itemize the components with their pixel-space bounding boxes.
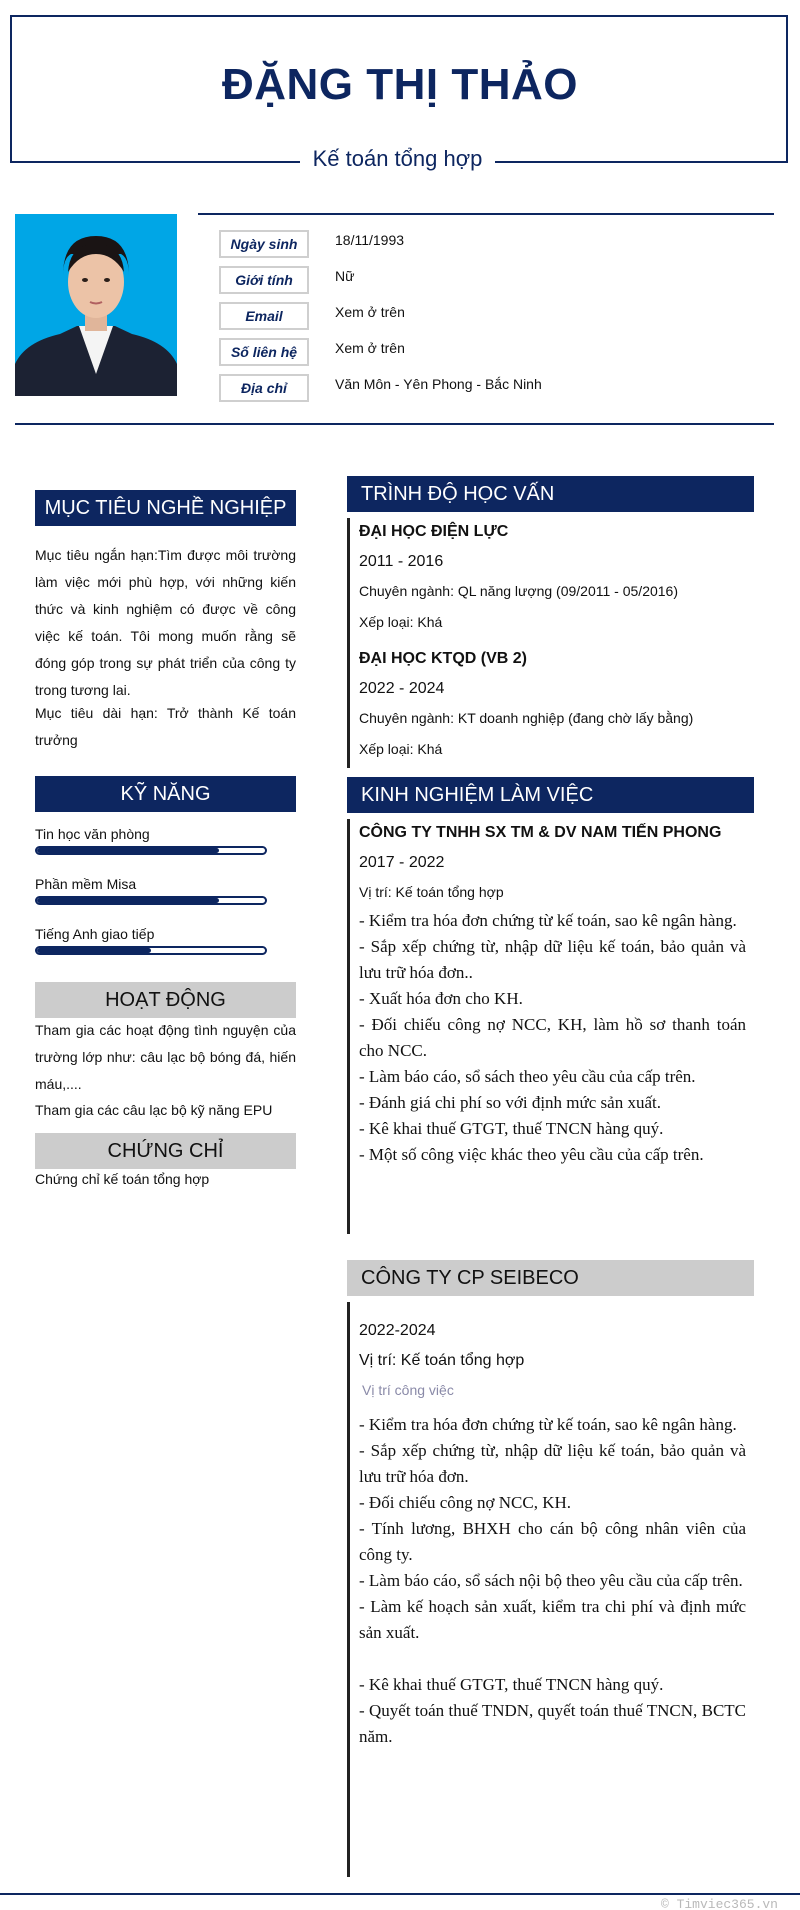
duty-item: - Kiểm tra hóa đơn chứng từ kế toán, sao kê ngân hàng. <box>359 1415 737 1434</box>
activity-item: Tham gia các hoạt động tình nguyện của trường lớp như: câu lạc bộ bóng đá, hiến máu,.... <box>35 1022 296 1092</box>
info-label: Giới tính <box>219 266 309 294</box>
duty-item: - Đối chiếu công nợ NCC, KH. <box>359 1493 572 1512</box>
info-label: Ngày sinh <box>219 230 309 258</box>
education-grade: Xếp loại: Khá <box>359 741 443 757</box>
skill-item <box>35 926 267 955</box>
duty-item: - Đánh giá chi phí so với định mức sản xuất. <box>359 1093 661 1112</box>
job-duties <box>359 1412 746 1750</box>
duty-item: - Kê khai thuế GTGT, thuế TNCN hàng quý. <box>359 1675 664 1694</box>
activities-heading: HOẠT ĐỘNG <box>35 982 296 1018</box>
duty-item: - Kiểm tra hóa đơn chứng từ kế toán, sao kê ngân hàng. <box>359 911 737 930</box>
skill-bar-fill <box>37 848 219 853</box>
experience-timeline-line <box>347 819 350 1234</box>
duty-item: - Làm kế hoạch sản xuất, kiểm tra chi phí và định mức sản xuất. <box>359 1597 746 1642</box>
education-major: Chuyên ngành: QL năng lượng (09/2011 - 05/2016) <box>359 583 678 599</box>
duty-item: - Quyết toán thuế TNDN, quyết toán thuế TNCN, BCTC năm. <box>359 1701 746 1746</box>
certificates-heading: CHỨNG CHỈ <box>35 1133 296 1169</box>
skill-item <box>35 826 267 855</box>
education-years: 2011 - 2016 <box>359 553 444 570</box>
skill-bar <box>35 896 267 905</box>
portrait-photo-icon <box>15 214 177 396</box>
info-row-address <box>219 374 779 404</box>
duty-item: - Xuất hóa đơn cho KH. <box>359 989 523 1008</box>
duty-item: - Sắp xếp chứng từ, nhập dữ liệu kế toán, bảo quản và lưu trữ hóa đơn. <box>359 1441 746 1486</box>
experience-heading: KINH NGHIỆM LÀM VIỆC <box>347 777 754 813</box>
skill-bar <box>35 946 267 955</box>
job2-timeline-line <box>347 1302 350 1877</box>
job-entry <box>359 1322 746 1750</box>
skill-bar-fill <box>37 898 219 903</box>
header-frame-bottom-left <box>10 161 300 163</box>
education-years: 2022 - 2024 <box>359 680 445 697</box>
position-placeholder: Vị trí công việc <box>362 1382 454 1398</box>
header-frame-bottom-right <box>495 161 788 163</box>
info-row-birthdate <box>219 230 779 260</box>
info-value: Xem ở trên <box>335 340 405 356</box>
education-grade: Xếp loại: Khá <box>359 614 443 630</box>
skills-heading: KỸ NĂNG <box>35 776 296 812</box>
info-divider-bottom <box>15 423 774 425</box>
job-position: Vị trí: Kế toán tổng hợp <box>359 1352 525 1369</box>
skill-bar <box>35 846 267 855</box>
job-years: 2022-2024 <box>359 1322 436 1339</box>
education-major: Chuyên ngành: KT doanh nghiệp (đang chờ lấy bằng) <box>359 710 694 726</box>
job-duties <box>359 908 746 1168</box>
school-name: ĐẠI HỌC ĐIỆN LỰC <box>359 523 509 540</box>
duty-item: - Một số công việc khác theo yêu cầu của cấp trên. <box>359 1145 704 1164</box>
education-heading: TRÌNH ĐỘ HỌC VẤN <box>347 476 754 512</box>
skill-name: Phần mềm Misa <box>35 876 137 892</box>
duty-item <box>359 1646 746 1672</box>
duty-item: - Đối chiếu công nợ NCC, KH, làm hồ sơ thanh toán cho NCC. <box>359 1015 746 1060</box>
skill-bar-fill <box>37 948 151 953</box>
skill-item <box>35 876 267 905</box>
duty-item: - Kê khai thuế GTGT, thuế TNCN hàng quý. <box>359 1119 664 1138</box>
duty-item: - Sắp xếp chứng từ, nhập dữ liệu kế toán, bảo quản và lưu trữ hóa đơn.. <box>359 937 746 982</box>
activity-item: Tham gia các câu lạc bộ kỹ năng EPU <box>35 1102 273 1118</box>
job-title: Kế toán tổng hợp <box>312 146 483 171</box>
duty-item: - Làm báo cáo, sổ sách nội bộ theo yêu cầu của cấp trên. <box>359 1571 743 1590</box>
info-row-gender <box>219 266 779 296</box>
avatar <box>15 214 177 396</box>
objective-long-term: Mục tiêu dài hạn: Trở thành Kế toán trưởng <box>35 705 296 748</box>
info-value: Nữ <box>335 268 355 284</box>
info-row-phone <box>219 338 779 368</box>
info-value: Xem ở trên <box>335 304 405 320</box>
education-entry <box>359 523 746 650</box>
certificate-item: Chứng chỉ kế toán tổng hợp <box>35 1171 210 1187</box>
watermark: © Timviec365.vn <box>660 1897 778 1910</box>
info-label: Email <box>219 302 309 330</box>
job-years: 2017 - 2022 <box>359 854 445 871</box>
footer-divider <box>0 1893 800 1895</box>
education-timeline-line <box>347 518 350 768</box>
job-position: Vị trí: Kế toán tổng hợp <box>359 884 504 900</box>
company-heading-seibeco: CÔNG TY CP SEIBECO <box>347 1260 754 1296</box>
duty-item: - Tính lương, BHXH cho cán bộ công nhân viên của công ty. <box>359 1519 746 1564</box>
info-label: Địa chỉ <box>219 374 309 402</box>
education-entry <box>359 650 746 771</box>
info-divider-top <box>198 213 774 215</box>
duty-item: - Làm báo cáo, sổ sách theo yêu cầu của cấp trên. <box>359 1067 696 1086</box>
info-label: Số liên hệ <box>219 338 309 366</box>
skill-name: Tin học văn phòng <box>35 826 150 842</box>
objective-heading: MỤC TIÊU NGHỀ NGHIỆP <box>35 490 296 526</box>
school-name: ĐẠI HỌC KTQD (VB 2) <box>359 650 527 667</box>
info-value: 18/11/1993 <box>335 232 405 248</box>
skill-name: Tiếng Anh giao tiếp <box>35 926 155 942</box>
info-value: Văn Môn - Yên Phong - Bắc Ninh <box>335 376 542 392</box>
candidate-name: ĐẶNG THỊ THẢO <box>221 60 579 109</box>
job-entry <box>359 824 746 1168</box>
company-name: CÔNG TY TNHH SX TM & DV NAM TIẾN PHONG <box>359 824 722 841</box>
objective-short-term: Mục tiêu ngắn hạn:Tìm được môi trường làm việc mới phù hợp, với những kiến thức và kinh nghiệm có được về công việc kế toán. Tôi mong muốn rằng sẽ đóng góp trong sự phát triển của công ty trong tương lai. <box>35 547 296 698</box>
info-row-email <box>219 302 779 332</box>
